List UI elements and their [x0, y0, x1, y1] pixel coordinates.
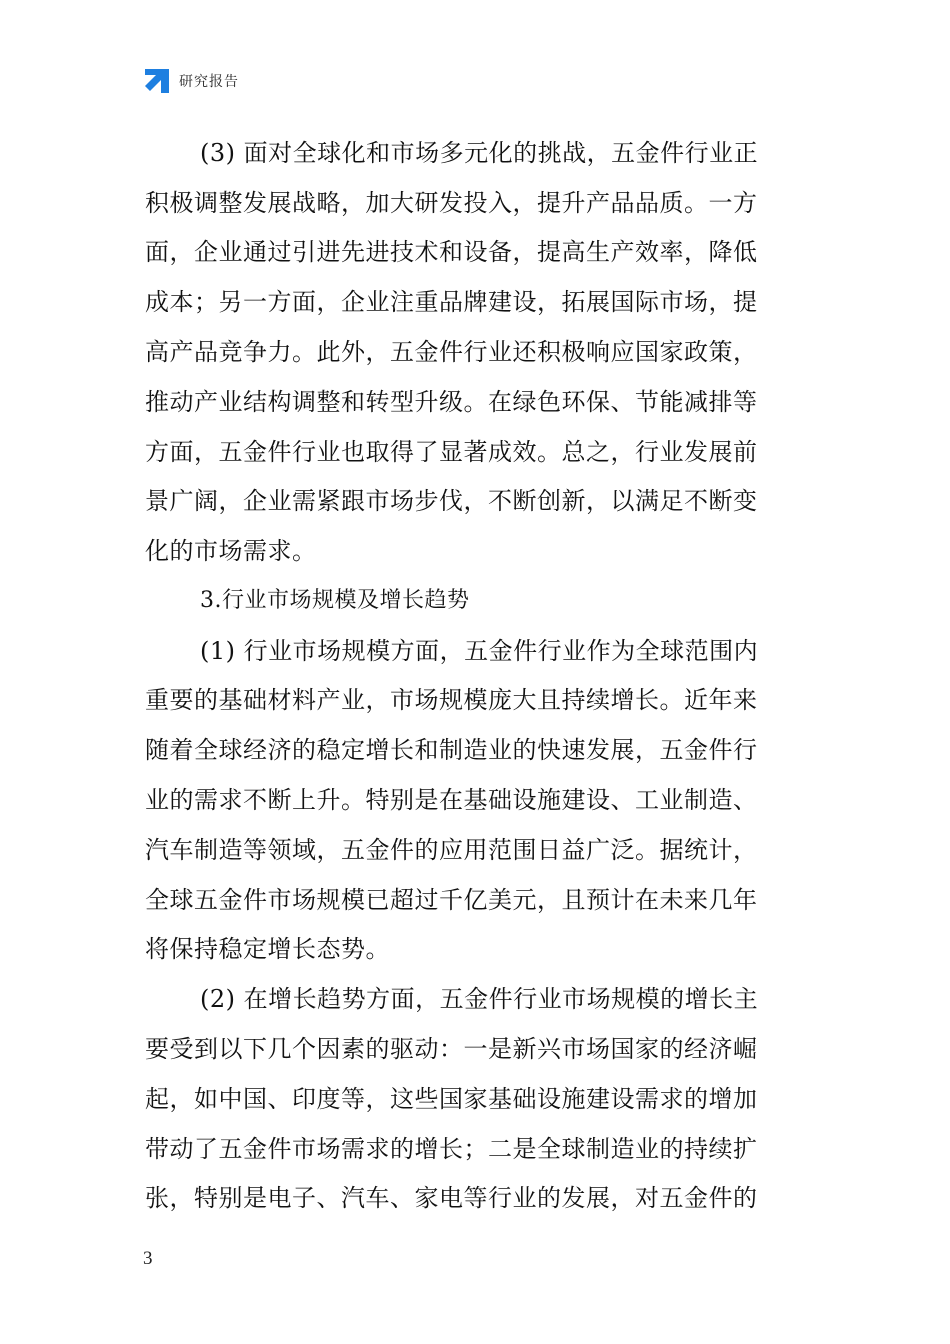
arrow-logo-icon: [144, 68, 170, 94]
paragraph-line: 重要的基础材料产业，市场规模庞大且持续增长。近年来: [145, 686, 758, 714]
paragraph-line: 积极调整发展战略，加大研发投入，提升产品品质。一方: [145, 189, 758, 217]
paragraph-line: 将保持稳定增长态势。: [145, 935, 390, 963]
paragraph-line: (2) 在增长趋势方面，五金件行业市场规模的增长主: [200, 985, 759, 1013]
paragraph-line: 成本；另一方面，企业注重品牌建设，拓展国际市场，提: [145, 288, 758, 316]
paragraph-line: 要受到以下几个因素的驱动：一是新兴市场国家的经济崛: [145, 1035, 758, 1063]
paragraph-line: 随着全球经济的稳定增长和制造业的快速发展，五金件行: [145, 736, 758, 764]
paragraph-line: (1) 行业市场规模方面，五金件行业作为全球范围内: [200, 637, 759, 665]
report-header: [144, 66, 239, 96]
paragraph-line: 张，特别是电子、汽车、家电等行业的发展，对五金件的: [145, 1184, 758, 1212]
paragraph-line: 化的市场需求。: [145, 537, 317, 565]
paragraph-line: 全球五金件市场规模已超过千亿美元，且预计在未来几年: [145, 886, 758, 914]
paragraph-line: 起，如中国、印度等，这些国家基础设施建设需求的增加: [145, 1085, 758, 1113]
page-number: 3: [143, 1248, 153, 1269]
paragraph-line: 推动产业结构调整和转型升级。在绿色环保、节能减排等: [145, 388, 758, 416]
paragraph-line: 汽车制造等领域，五金件的应用范围日益广泛。据统计，: [145, 836, 758, 864]
paragraph-line: 带动了五金件市场需求的增长；二是全球制造业的持续扩: [145, 1135, 758, 1163]
paragraph-line: 景广阔，企业需紧跟市场步伐，不断创新，以满足不断变: [145, 487, 758, 515]
paragraph-line: 高产品竞争力。此外，五金件行业还积极响应国家政策，: [145, 338, 758, 366]
header-label: 研究报告: [179, 74, 239, 90]
section-heading: 3.行业市场规模及增长趋势: [200, 588, 470, 613]
paragraph-line: (3) 面对全球化和市场多元化的挑战，五金件行业正: [200, 139, 759, 167]
paragraph-line: 面，企业通过引进先进技术和设备，提高生产效率，降低: [145, 238, 758, 266]
paragraph-line: 业的需求不断上升。特别是在基础设施建设、工业制造、: [145, 786, 758, 814]
paragraph-line: 方面，五金件行业也取得了显著成效。总之，行业发展前: [145, 438, 758, 466]
